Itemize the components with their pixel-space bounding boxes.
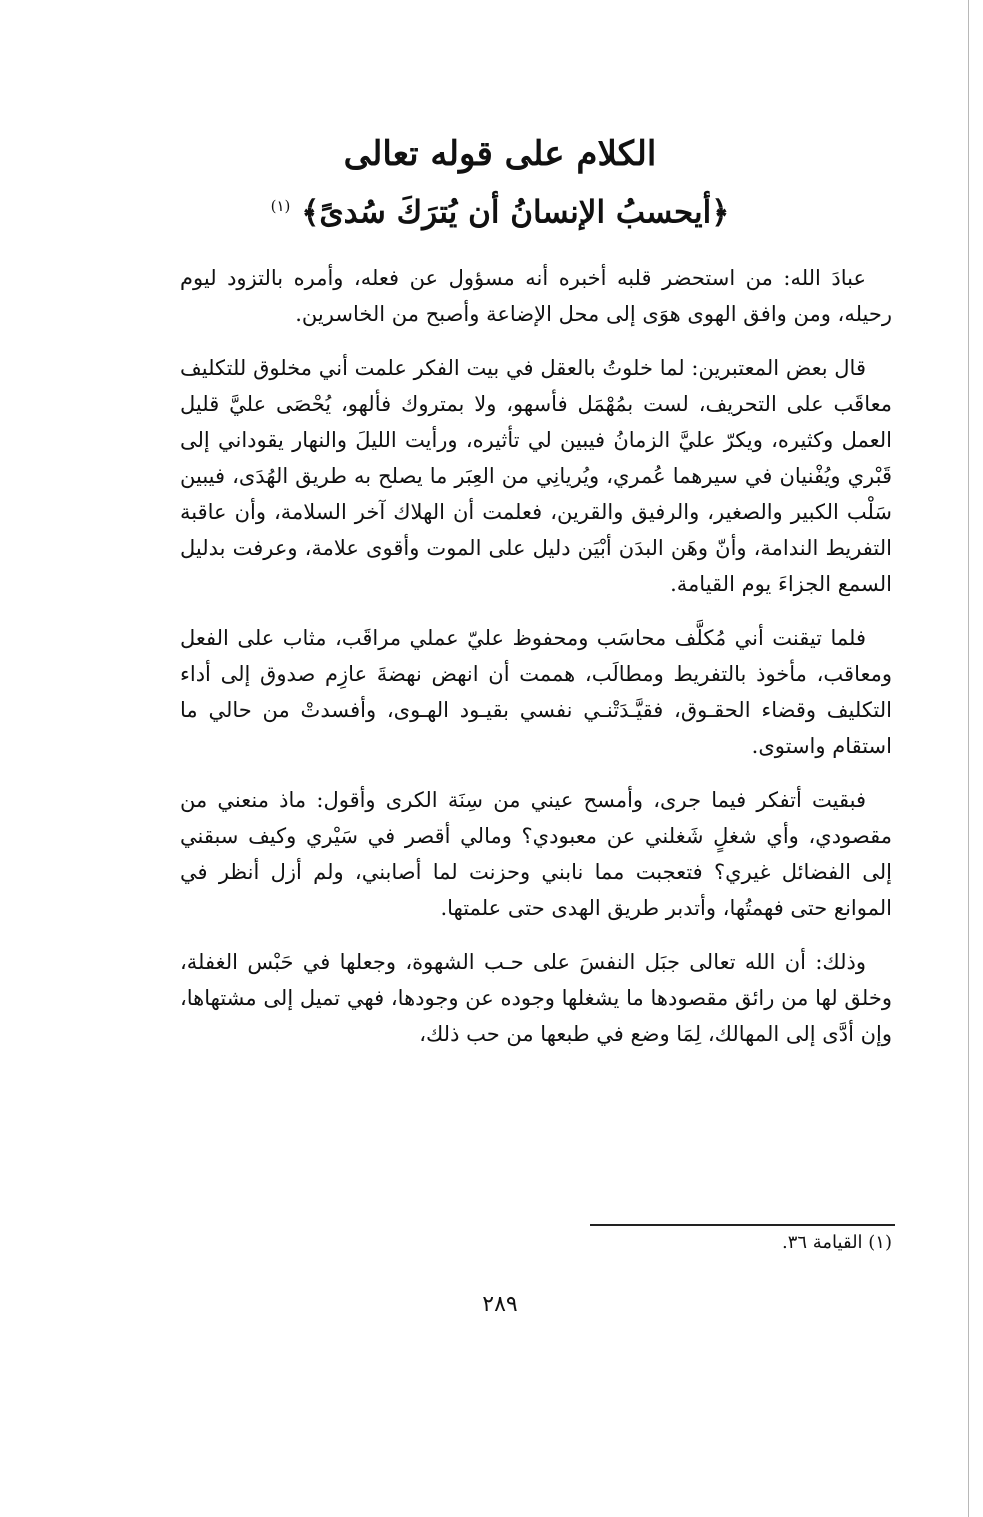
paragraph: فلما تيقنت أني مُكلَّف محاسَب ومحفوظ عليّ عملي مراقَب، مثاب على الفعل ومعاقب، مأخوذ بالتفريط ومطالَب، هممت أن انهض نهضةَ عازِم صدوق إلى أداء التكليف وقضاء الحقـوق، فقيَّـدَتْنـي نفسي بقيـود الهـوى، وأفسدتْ من حالي ما استقام واستوى.	[180, 626, 892, 758]
page-number: ٢٨٩	[482, 1292, 518, 1317]
scan-edge-line	[968, 0, 969, 1517]
footnote-divider	[590, 1224, 895, 1226]
chapter-title: الكلام على قوله تعالى	[343, 134, 657, 174]
body-text	[180, 260, 892, 1070]
paragraph: وذلك: أن الله تعالى جبَل النفسَ على حـب الشهوة، وجعلها في حَبْس الغفلة، وخلق لها من رائق مقصودها ما يشغلها وجوده عن وجودها، فهي تميل إلى مشتهاها، وإن أدَّى إلى المهالك، لِمَا وضع في طبعها من حب ذلك،	[180, 950, 892, 1046]
paragraph: قال بعض المعتبرين: لما خلوتُ بالعقل في بيت الفكر علمت أني مخلوق للتكليف معاقَب على التحريف، لست بمُهْمَل فأسهو، ولا بمتروك فألهو، يُحْصَى عليَّ قليل العمل وكثيره، ويكرّ عليَّ الزمانُ فيبين لي تأثيره، ورأيت الليلَ والنهار يقوداني إلى قَبْري ويُفْنيان في سيرهما عُمري، ويُريانِي من العِبَر ما يصلح به طريق الهُدَى، فيبين سَلْب الكبير والصغير، والرفيق والقرين، فعلمت أن الهلاك آخر السلامة، وأن عاقبة التفريط الندامة، وأنّ وهَن البدَن أبْيَن دليل على الموت وأقوى علامة، وعرفت بدليل السمع الجزاءَ يوم القيامة.	[180, 356, 892, 596]
paragraph: عبادَ الله: من استحضر قلبه أخبره أنه مسؤول عن فعله، وأمره بالتزود ليوم رحيله، ومن وافق الهوى هوَى إلى محل الإضاعة وأصبح من الخاسرين.	[180, 266, 892, 326]
footnote-marker: (١)	[270, 197, 291, 215]
paragraph: فبقيت أتفكر فيما جرى، وأمسح عيني من سِنَة الكرى وأقول: ماذ منعني من مقصودي، وأي شغلٍ شَغلني عن معبودي؟ ومالي أقصر في سَيْري وكيف سبقني إلى الفضائل غيري؟ فتعجبت مما نابني وحزنت لما أصابني، ولم أزل أنظر في الموانع حتى فهمتُها، وأتدبر طريق الهدى حتى علمتها.	[180, 788, 892, 920]
footnote: (١) القيامة ٣٦.	[781, 1232, 892, 1253]
verse-text: ﴿أيحسبُ الإنسانُ أن يُترَكَ سُدىً﴾	[301, 194, 730, 231]
quran-verse-heading	[160, 181, 840, 237]
